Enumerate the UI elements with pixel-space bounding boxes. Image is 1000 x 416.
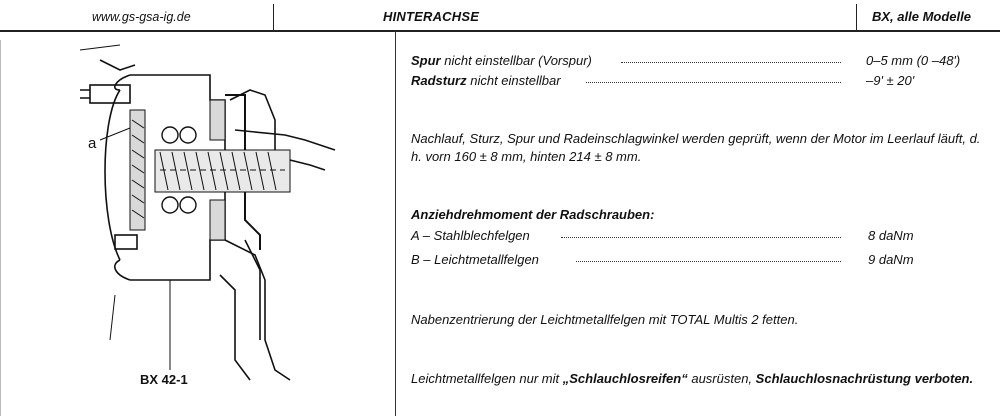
header-divider [273,4,274,30]
alignment-note: Nachlauf, Sturz, Spur und Radeinschlagwinkel werden geprüft, wenn der Motor im Leerlauf läuft, d. h. vorn 160 ± 8 mm, hinten 214 ± 8 mm. [411,131,981,164]
spec-value: 0–5 mm (0 –48') [866,53,961,68]
figure-label: BX 42-1 [140,372,188,387]
website-url: www.gs-gsa-ig.de [92,10,191,24]
page-border [0,40,1,416]
torque-row-alloy [411,252,986,270]
spec-value: –9' ± 20' [866,73,915,88]
column-divider [395,31,396,416]
spec-label: Radsturz nicht einstellbar [411,73,564,88]
spec-label: Spur nicht einstellbar (Vorspur) [411,53,595,68]
page-header [0,4,1000,32]
torque-label: B – Leichtmetallfelgen [411,252,542,267]
page-title: HINTERACHSE [383,9,480,24]
hub-centering-note: Nabenzentrierung der Leichtmetallfelgen mit TOTAL Multis 2 fetten. [411,312,799,327]
leader-dots [561,237,841,238]
header-divider [856,4,857,30]
tubeless-note: Leichtmetallfelgen nur mit „Schlauchlosreifen“ ausrüsten, Schlauchlosnachrüstung verboten. [411,371,974,386]
spec-row-camber [411,73,986,91]
rear-hub-section-drawing [60,40,360,390]
callout-a: a [88,135,97,152]
models-label: BX, alle Modelle [872,9,971,24]
torque-row-steel [411,228,986,246]
leader-dots [576,261,841,262]
torque-value: 9 daNm [868,252,914,267]
leader-dots [621,62,841,63]
torque-value: 8 daNm [868,228,914,243]
torque-heading: Anziehdrehmoment der Radschrauben: [411,207,655,222]
leader-dots [586,82,841,83]
torque-label: A – Stahlblechfelgen [411,228,533,243]
spec-row-toe [411,53,986,71]
